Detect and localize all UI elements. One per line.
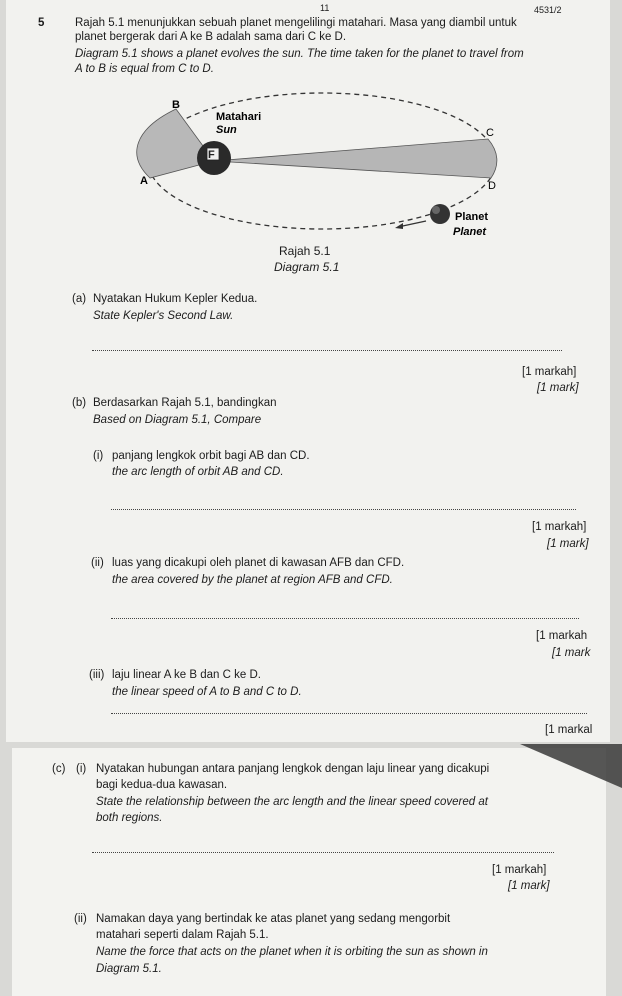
intro-ms-line1: Rajah 5.1 menunjukkan sebuah planet mengelilingi matahari. Masa yang diambil untuk [75, 17, 517, 29]
intro-ms-line2: planet bergerak dari A ke B adalah sama dari C ke D. [75, 31, 347, 43]
part-b-ii-text-ms: luas yang dicakupi oleh planet di kawasan AFB dan CFD. [112, 557, 405, 569]
sun-label-en: Sun [216, 124, 237, 136]
part-b-i-text-en: the arc length of orbit AB and CD. [112, 466, 284, 478]
part-b-text-en: Based on Diagram 5.1, Compare [93, 414, 262, 426]
part-b-ii-text-en: the area covered by the planet at region AFB and CFD. [112, 574, 393, 586]
part-c-i-text-ms-line1: Nyatakan hubungan antara panjang lengkok dengan laju linear yang dicakupi [96, 763, 490, 775]
label-c: C [486, 127, 494, 139]
part-b-iii-label: (iii) [89, 669, 105, 681]
orbit-diagram [130, 86, 515, 244]
part-c-i-text-ms-line2: bagi kedua-dua kawasan. [96, 779, 228, 791]
planet-circle [430, 204, 450, 224]
part-b-i-mark-en: [1 mark] [547, 538, 589, 550]
part-c-i-mark-en: [1 mark] [508, 880, 550, 892]
part-a-mark-en: [1 mark] [537, 382, 579, 394]
part-c-ii-text-ms-line2: matahari seperti dalam Rajah 5.1. [96, 929, 269, 941]
part-b-ii-label: (ii) [91, 557, 104, 569]
part-b-ii-mark-en: [1 mark [552, 647, 591, 659]
part-b-i-text-ms: panjang lengkok orbit bagi AB dan CD. [112, 450, 310, 462]
page-number: 11 [320, 3, 330, 13]
part-c-ii-text-en-line1: Name the force that acts on the planet when it is orbiting the sun as shown in [96, 946, 488, 958]
caption-ms: Rajah 5.1 [279, 244, 331, 258]
part-c-label: (c) [52, 763, 66, 775]
label-f: F [208, 149, 215, 161]
part-c-ii-text-en-line2: Diagram 5.1. [96, 963, 162, 975]
label-d: D [488, 180, 496, 192]
part-a-answer-line[interactable] [92, 350, 562, 351]
part-c-i-mark-ms: [1 markah] [492, 864, 547, 876]
part-b-label: (b) [72, 397, 87, 409]
part-b-ii-mark-ms: [1 markah [536, 630, 588, 642]
part-c-i-label: (i) [76, 763, 87, 775]
part-b-iii-answer-line[interactable] [111, 713, 587, 714]
intro-en-line2: A to B is equal from C to D. [75, 63, 214, 75]
paper-code: 4531/2 [534, 5, 562, 15]
caption-en: Diagram 5.1 [274, 260, 340, 274]
question-number: 5 [38, 17, 45, 29]
part-c-i-text-en-line2: both regions. [96, 812, 163, 824]
part-c-ii-text-ms-line1: Namakan daya yang bertindak ke atas planet yang sedang mengorbit [96, 913, 451, 925]
page-corner-shadow [520, 744, 622, 788]
part-b-iii-text-ms: laju linear A ke B dan C ke D. [112, 669, 261, 681]
part-a-text-ms: Nyatakan Hukum Kepler Kedua. [93, 293, 258, 305]
sun-label-ms: Matahari [216, 111, 262, 123]
part-a-label: (a) [72, 293, 87, 305]
label-a: A [140, 175, 148, 187]
motion-arrow-head [395, 223, 403, 229]
intro-en-line1: Diagram 5.1 shows a planet evolves the sun. The time taken for the planet to travel from [75, 48, 524, 60]
planet-highlight [432, 206, 440, 214]
planet-label-en: Planet [453, 226, 487, 238]
label-b: B [172, 99, 180, 111]
part-a-text-en: State Kepler's Second Law. [93, 310, 234, 322]
planet-label-ms: Planet [455, 211, 489, 223]
part-b-iii-text-en: the linear speed of A to B and C to D. [112, 686, 302, 698]
region-cfd [214, 139, 497, 178]
part-b-i-mark-ms: [1 markah] [532, 521, 587, 533]
part-c-ii-label: (ii) [74, 913, 87, 925]
part-c-i-answer-line[interactable] [92, 852, 554, 853]
part-b-ii-answer-line[interactable] [111, 618, 579, 619]
part-a-mark-ms: [1 markah] [522, 366, 577, 378]
part-b-text-ms: Berdasarkan Rajah 5.1, bandingkan [93, 397, 277, 409]
part-c-i-text-en-line1: State the relationship between the arc length and the linear speed covered at [96, 796, 488, 808]
part-b-i-answer-line[interactable] [111, 509, 576, 510]
part-b-i-label: (i) [93, 450, 104, 462]
part-b-iii-mark-ms: [1 markal [545, 724, 593, 736]
